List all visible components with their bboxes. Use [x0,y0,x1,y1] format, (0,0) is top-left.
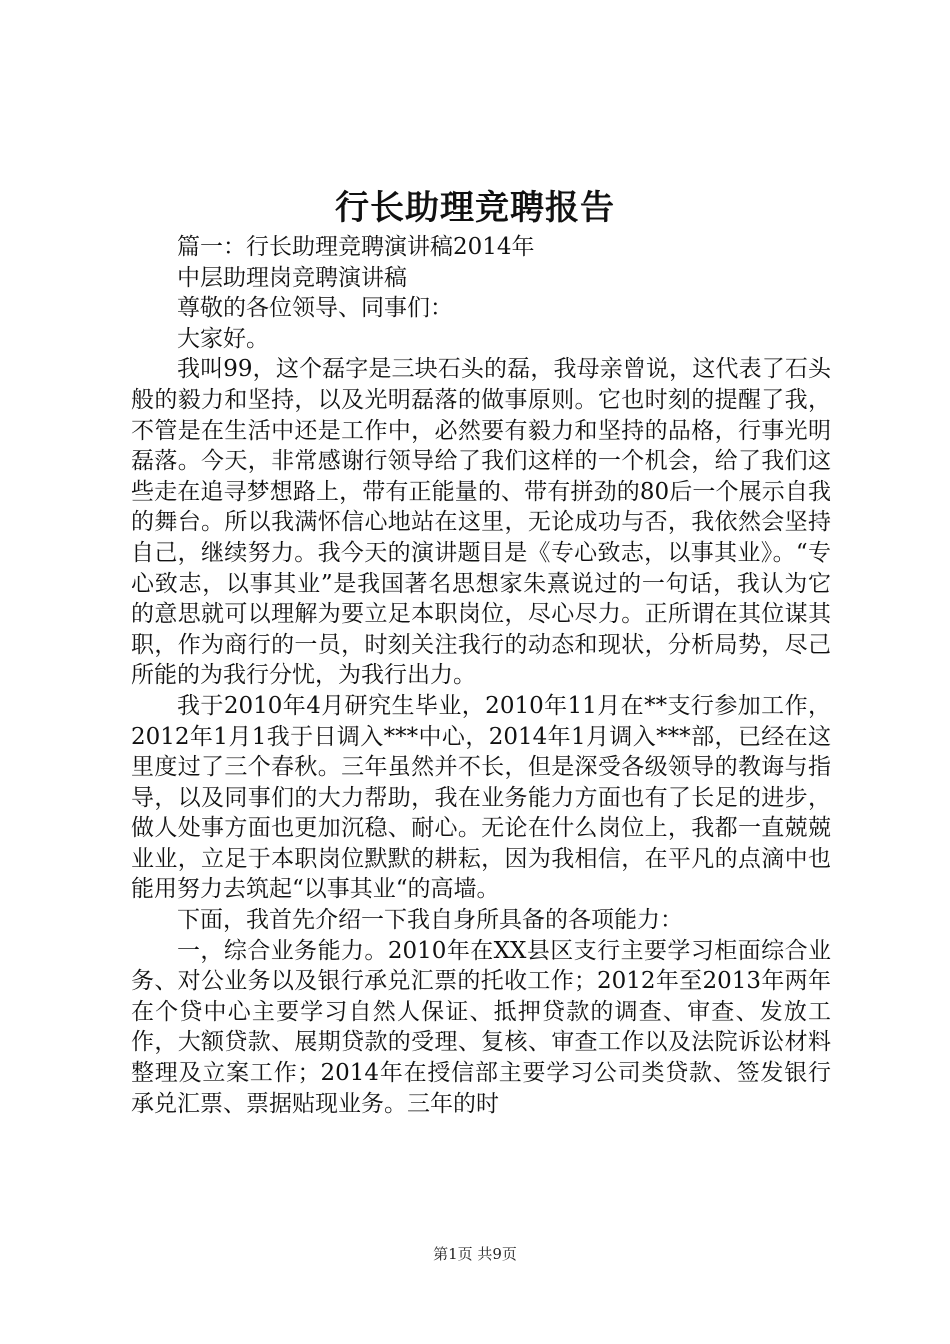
page-number-footer: 第1页 共9页 [433,1245,517,1263]
paragraph-abilities-intro: 下面，我首先介绍一下我自身所具备的各项能力： [177,907,683,934]
paragraph-greeting: 大家好。 [177,325,269,352]
paragraph-work-history: 我于2010年4月研究生毕业，2010年11月在**支行参加工作，2012年1月1我于日调入***中心，2014年1月调入***部，已经在这里度过了三个春秋。三年虽然并不长，但是深受各级领导的教诲与指导，以及同事们的大力帮助，我在业务能力方面也有了长足的进步，做人处事方面也更加沉稳、耐心。无论在什么岗位上，我都一直兢兢业业，立足于本职岗位默默的耕耘，因为我相信，在平凡的点滴中也能用努力去筑起“以事其业“的高墙。 [131,692,831,903]
paragraph-salutation: 尊敬的各位领导、同事们： [177,295,453,322]
document-body [131,232,831,1119]
paragraph-business-ability: 一，综合业务能力。2010年在XX县区支行主要学习柜面综合业务、对公业务以及银行承兑汇票的托收工作；2012年至2013年两年在个贷中心主要学习自然人保证、抵押贷款的调查、审查、发放工作，大额贷款、展期贷款的受理、复核、审查工作以及法院诉讼材料整理及立案工作；2014年在授信部主要学习公司类贷款、签发银行承兑汇票、票据贴现业务。三年的时 [131,937,831,1117]
paragraph-section-heading: 篇一：行长助理竞聘演讲稿2014年 [177,234,535,260]
paragraph-introduction: 我叫99，这个磊字是三块石头的磊，我母亲曾说，这代表了石头般的毅力和坚持，以及光明磊落的做事原则。它也时刻的提醒了我，不管是在生活中还是工作中，必然要有毅力和坚持的品格，行事光明磊落。今天，非常感谢行领导给了我们这样的一个机会，给了我们这些走在追寻梦想路上，带有正能量的、带有拼劲的80后一个展示自我的舞台。所以我满怀信心地站在这里，无论成功与否，我依然会坚持自己，继续努力。我今天的演讲题目是《专心致志，以事其业》。“专心致志，以事其业”是我国著名思想家朱熹说过的一句话，我认为它的意思就可以理解为要立足本职岗位，尽心尽力。正所谓在其位谋其职，作为商行的一员，时刻关注我行的动态和现状，分析局势，尽己所能的为我行分忧，为我行出力。 [131,356,831,689]
document-title: 行长助理竞聘报告 [335,188,615,228]
paragraph-subtitle: 中层助理岗竞聘演讲稿 [177,264,407,291]
